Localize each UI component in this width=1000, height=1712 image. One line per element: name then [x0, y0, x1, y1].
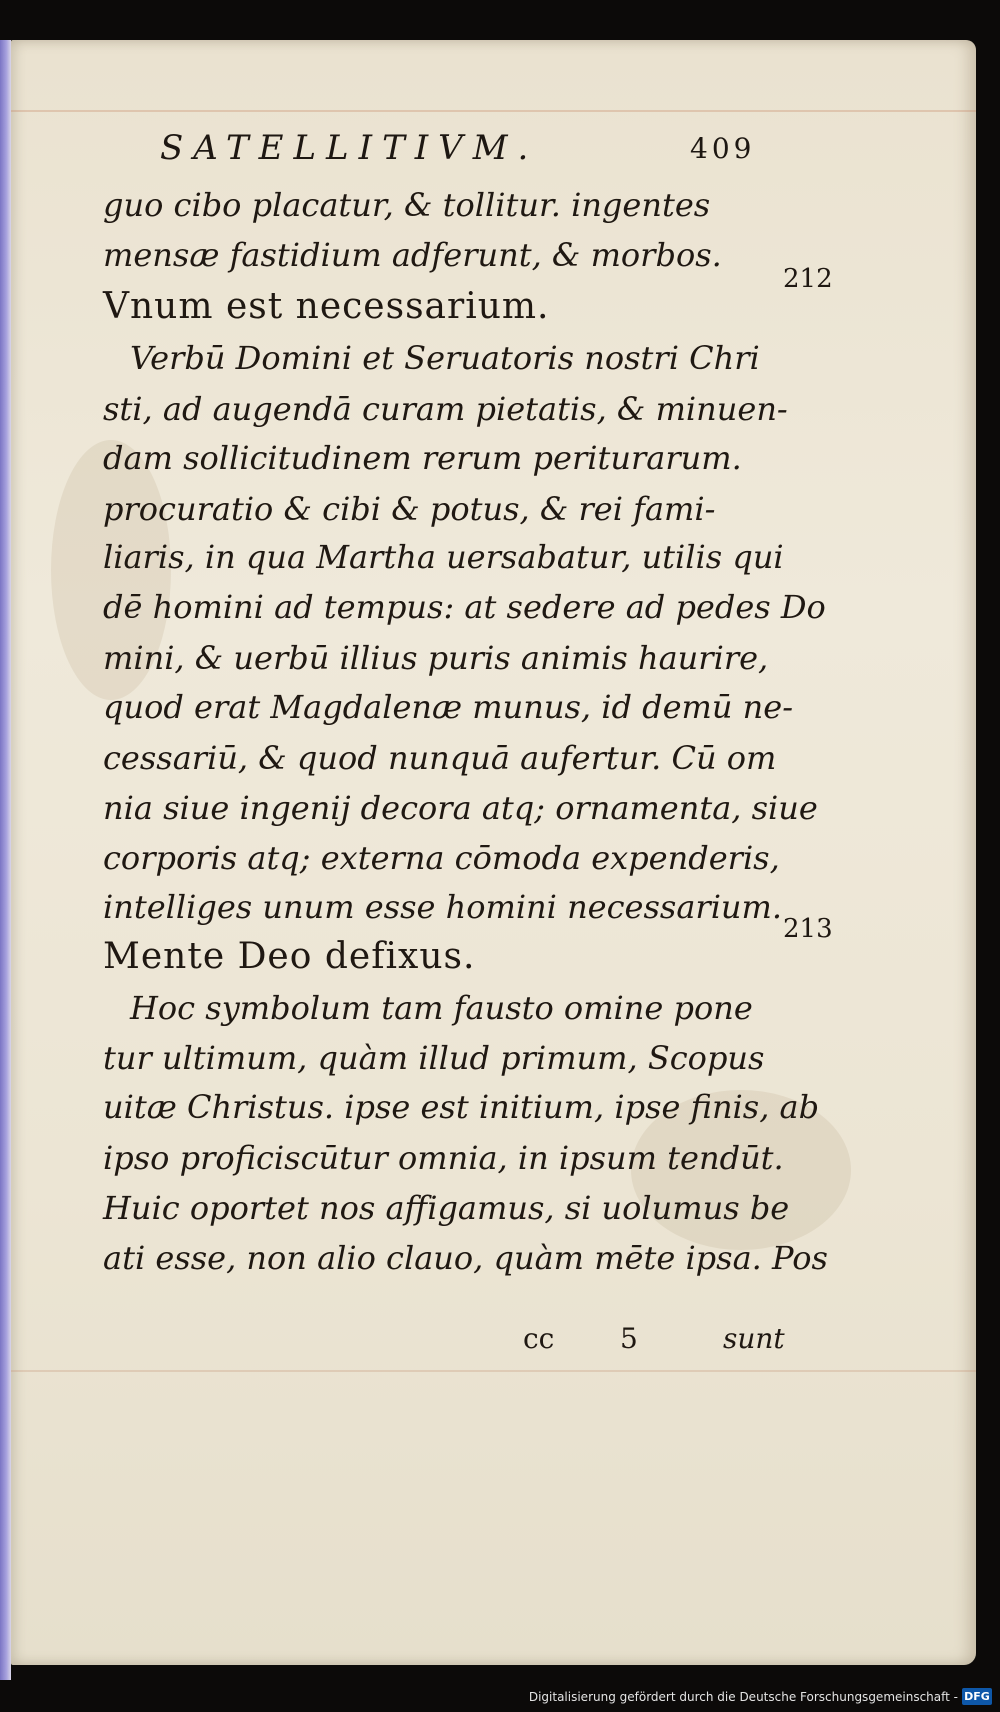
signature-mark: cc	[523, 1322, 555, 1355]
text-line: intelliges unum esse homini necessarium.	[103, 888, 783, 926]
text-line: mini, & uerbū illius puris animis haurire,	[103, 639, 769, 677]
marginal-number: 212	[783, 264, 833, 294]
text-line: Verbū Domini et Seruatoris nostri Chri	[130, 339, 760, 377]
section-heading: Vnum est necessarium.	[103, 286, 550, 327]
signature-number: 5	[620, 1322, 638, 1355]
catchword: sunt	[723, 1322, 785, 1355]
book-edge	[0, 40, 11, 1680]
text-line: Huic oportet nos affigamus, si uolumus be	[103, 1189, 790, 1227]
text-line: dam sollicitudinem rerum periturarum.	[103, 439, 742, 477]
text-line: ati esse, non alio clauo, quàm mēte ipsa. Pos	[103, 1239, 828, 1277]
running-head	[160, 128, 780, 178]
marginal-number: 213	[783, 914, 833, 944]
text-line: cessariū, & quod nunquā aufertur. Cū om	[103, 739, 777, 777]
page-number: 409	[690, 132, 756, 165]
text-line: corporis atq; externa cōmoda expenderis,	[103, 839, 780, 877]
text-line: tur ultimum, quàm illud primum, Scopus	[103, 1039, 765, 1077]
running-title: SATELLITIVM.	[160, 128, 539, 168]
text-line: sti, ad augendā curam pietatis, & minuen-	[103, 390, 788, 428]
text-line: guo cibo placatur, & tollitur. ingentes	[103, 186, 711, 224]
text-line: quod erat Magdalenæ munus, id demū ne-	[103, 688, 794, 726]
text-line: dē homini ad tempus: at sedere ad pedes Do	[103, 588, 826, 626]
section-heading: Mente Deo defixus.	[103, 936, 476, 977]
text-line: liaris, in qua Martha uersabatur, utilis qui	[103, 538, 784, 576]
dfg-logo: DFG	[962, 1688, 992, 1705]
footer-credit: Digitalisierung gefördert durch die Deutsche Forschungsgemeinschaft -	[528, 1690, 958, 1704]
text-line: uitæ Christus. ipse est initium, ipse finis, ab	[103, 1088, 820, 1126]
text-line: ipso proficiscūtur omnia, in ipsum tendūt.	[103, 1139, 784, 1177]
text-line: mensæ fastidium adferunt, & morbos.	[103, 236, 722, 274]
text-line: procuratio & cibi & potus, & rei fami-	[103, 490, 716, 528]
text-line: nia siue ingenij decora atq; ornamenta, siue	[103, 789, 818, 827]
text-line: Hoc symbolum tam fausto omine pone	[130, 989, 753, 1027]
